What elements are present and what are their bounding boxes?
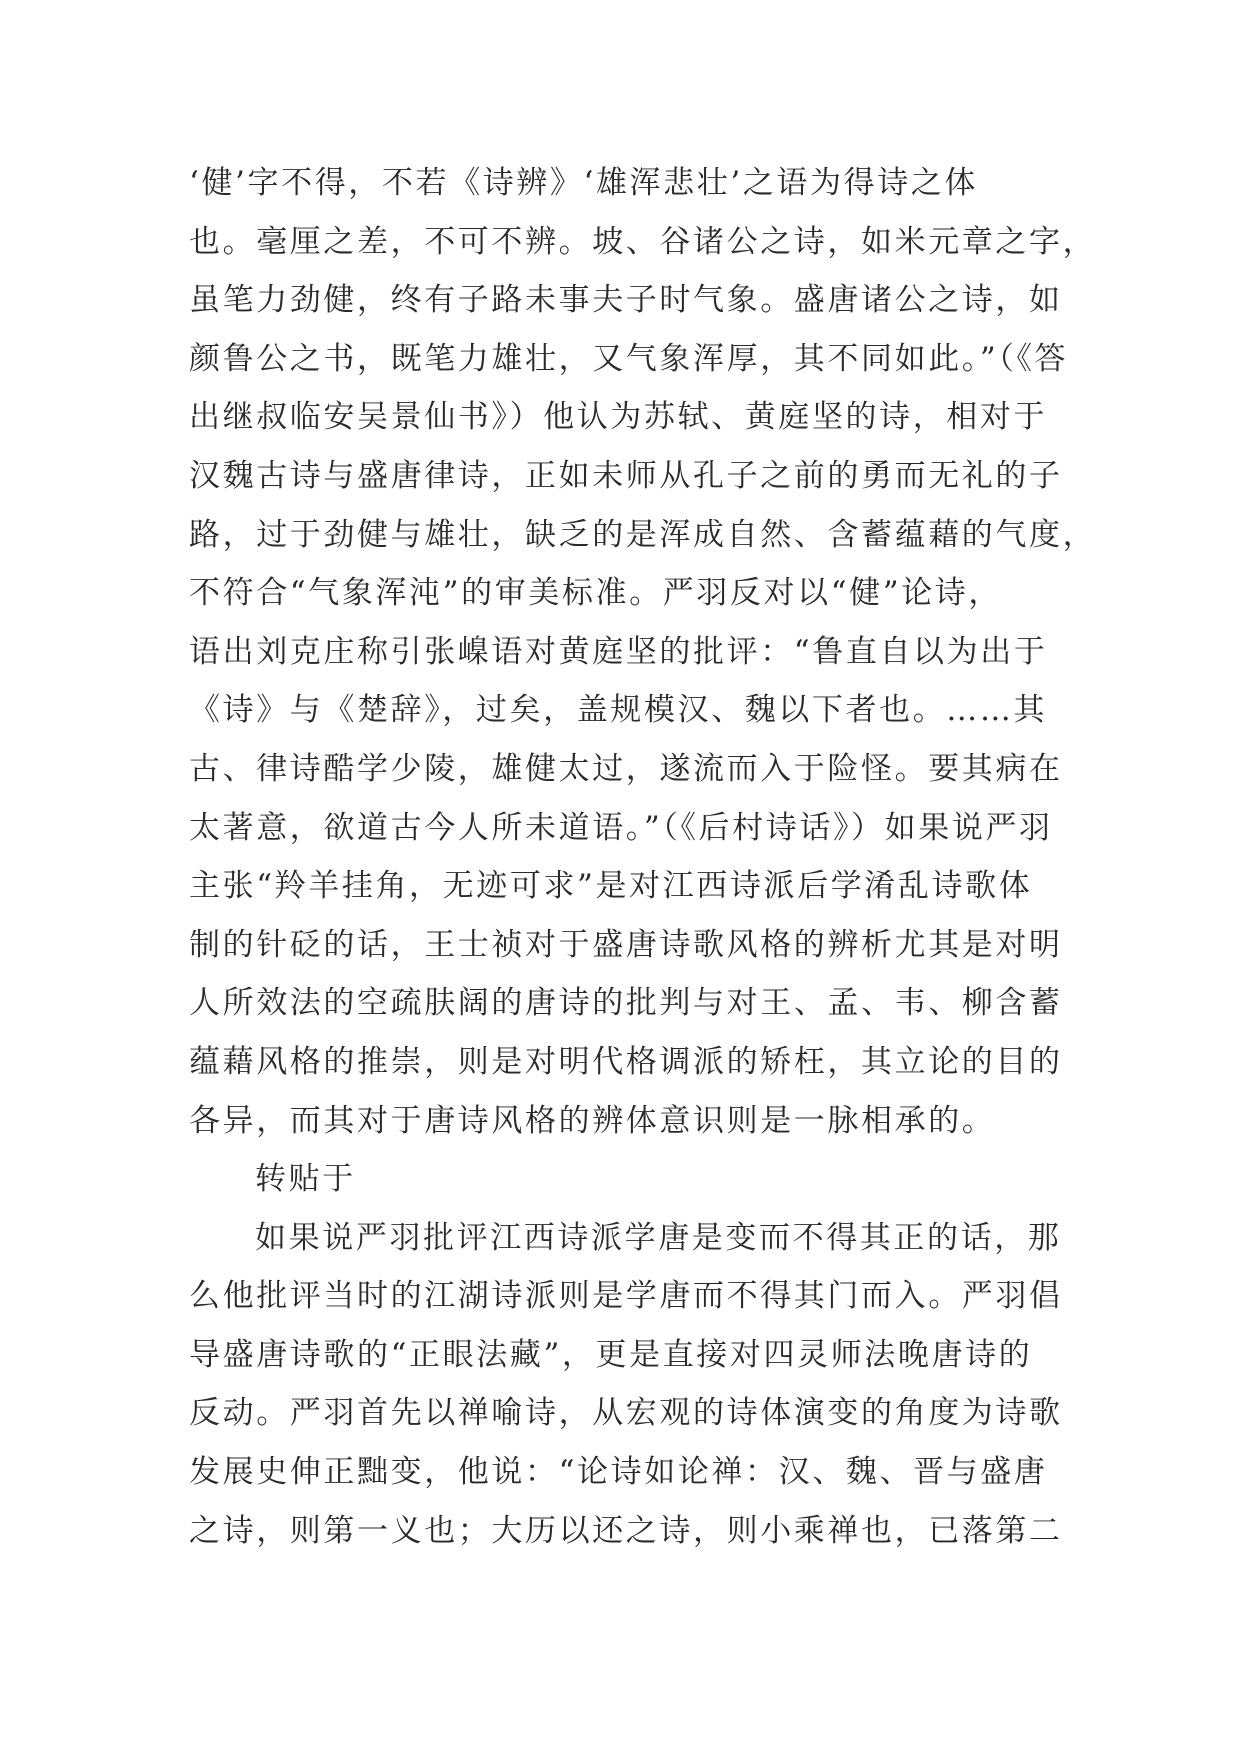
text-line: 之诗，则第一义也；大历以还之诗，则小乘禅也，已落第二 [189,1512,1063,1549]
text-line: ‘健’字不得，不若《诗辨》‘雄浑悲壮’之语为得诗之体 [189,165,979,201]
text-line: 太著意，欲道古今人所未道语。”（《后村诗话》）如果说严羽 [189,809,1053,846]
text-line: 制的针砭的话，王士祯对于盛唐诗歌风格的辨析尤其是对明 [189,926,1063,963]
document-body [189,154,1097,1560]
text-line: 主张“羚羊挂角，无迹可求”是对江西诗派后学淆乱诗歌体 [189,868,1033,905]
text-line: 不符合“气象浑沌”的审美标准。严羽反对以“健”论诗， [189,575,1002,612]
text-line: 颜鲁公之书，既笔力雄壮，又气象浑厚，其不同如此。”（《答 [189,340,1069,377]
text-line: 么他批评当时的江湖诗派则是学唐而不得其门而入。严羽倡 [189,1278,1063,1315]
text-line: 反动。严羽首先以禅喻诗，从宏观的诗体演变的角度为诗歌 [189,1395,1063,1432]
text-line: 人所效法的空疏肤阔的唐诗的批判与对王、孟、韦、柳含蓄 [189,985,1063,1022]
reprint-note: 转贴于 [255,1161,356,1198]
text-line: 各异，而其对于唐诗风格的辨体意识则是一脉相承的。 [189,1102,996,1139]
text-line: 古、律诗酷学少陵，雄健太过，遂流而入于险怪。要其病在 [189,750,1063,787]
text-line: 发展史伸正黜变，他说：“论诗如论禅：汉、魏、晋与盛唐 [189,1454,1048,1491]
text-line: 出继叔临安吴景仙书》）他认为苏轼、黄庭坚的诗，相对于 [189,399,1048,436]
text-line: 《诗》与《楚辞》，过矣，盖规模汉、魏以下者也。……其 [189,692,1048,729]
text-line: 汉魏古诗与盛唐律诗，正如未师从孔子之前的勇而无礼的子 [189,457,1063,494]
text-line: 路，过于劲健与雄壮，缺乏的是浑成自然、含蓄蕴藉的气度， [189,516,1097,553]
text-line: 如果说严羽批评江西诗派学唐是变而不得其正的话，那 [255,1219,1062,1256]
text-line: 导盛唐诗歌的“正眼法藏”，更是直接对四灵师法晚唐诗的 [189,1336,1033,1373]
text-line: 蕴藉风格的推崇，则是对明代格调派的矫枉，其立论的目的 [189,1043,1063,1080]
text-line: 虽笔力劲健，终有子路未事夫子时气象。盛唐诸公之诗，如 [189,282,1063,319]
text-line: 也。毫厘之差，不可不辨。坡、谷诸公之诗，如米元章之字， [189,223,1097,260]
text-line: 语出刘克庄称引张嵲语对黄庭坚的批评：“鲁直自以为出于 [189,633,1048,670]
